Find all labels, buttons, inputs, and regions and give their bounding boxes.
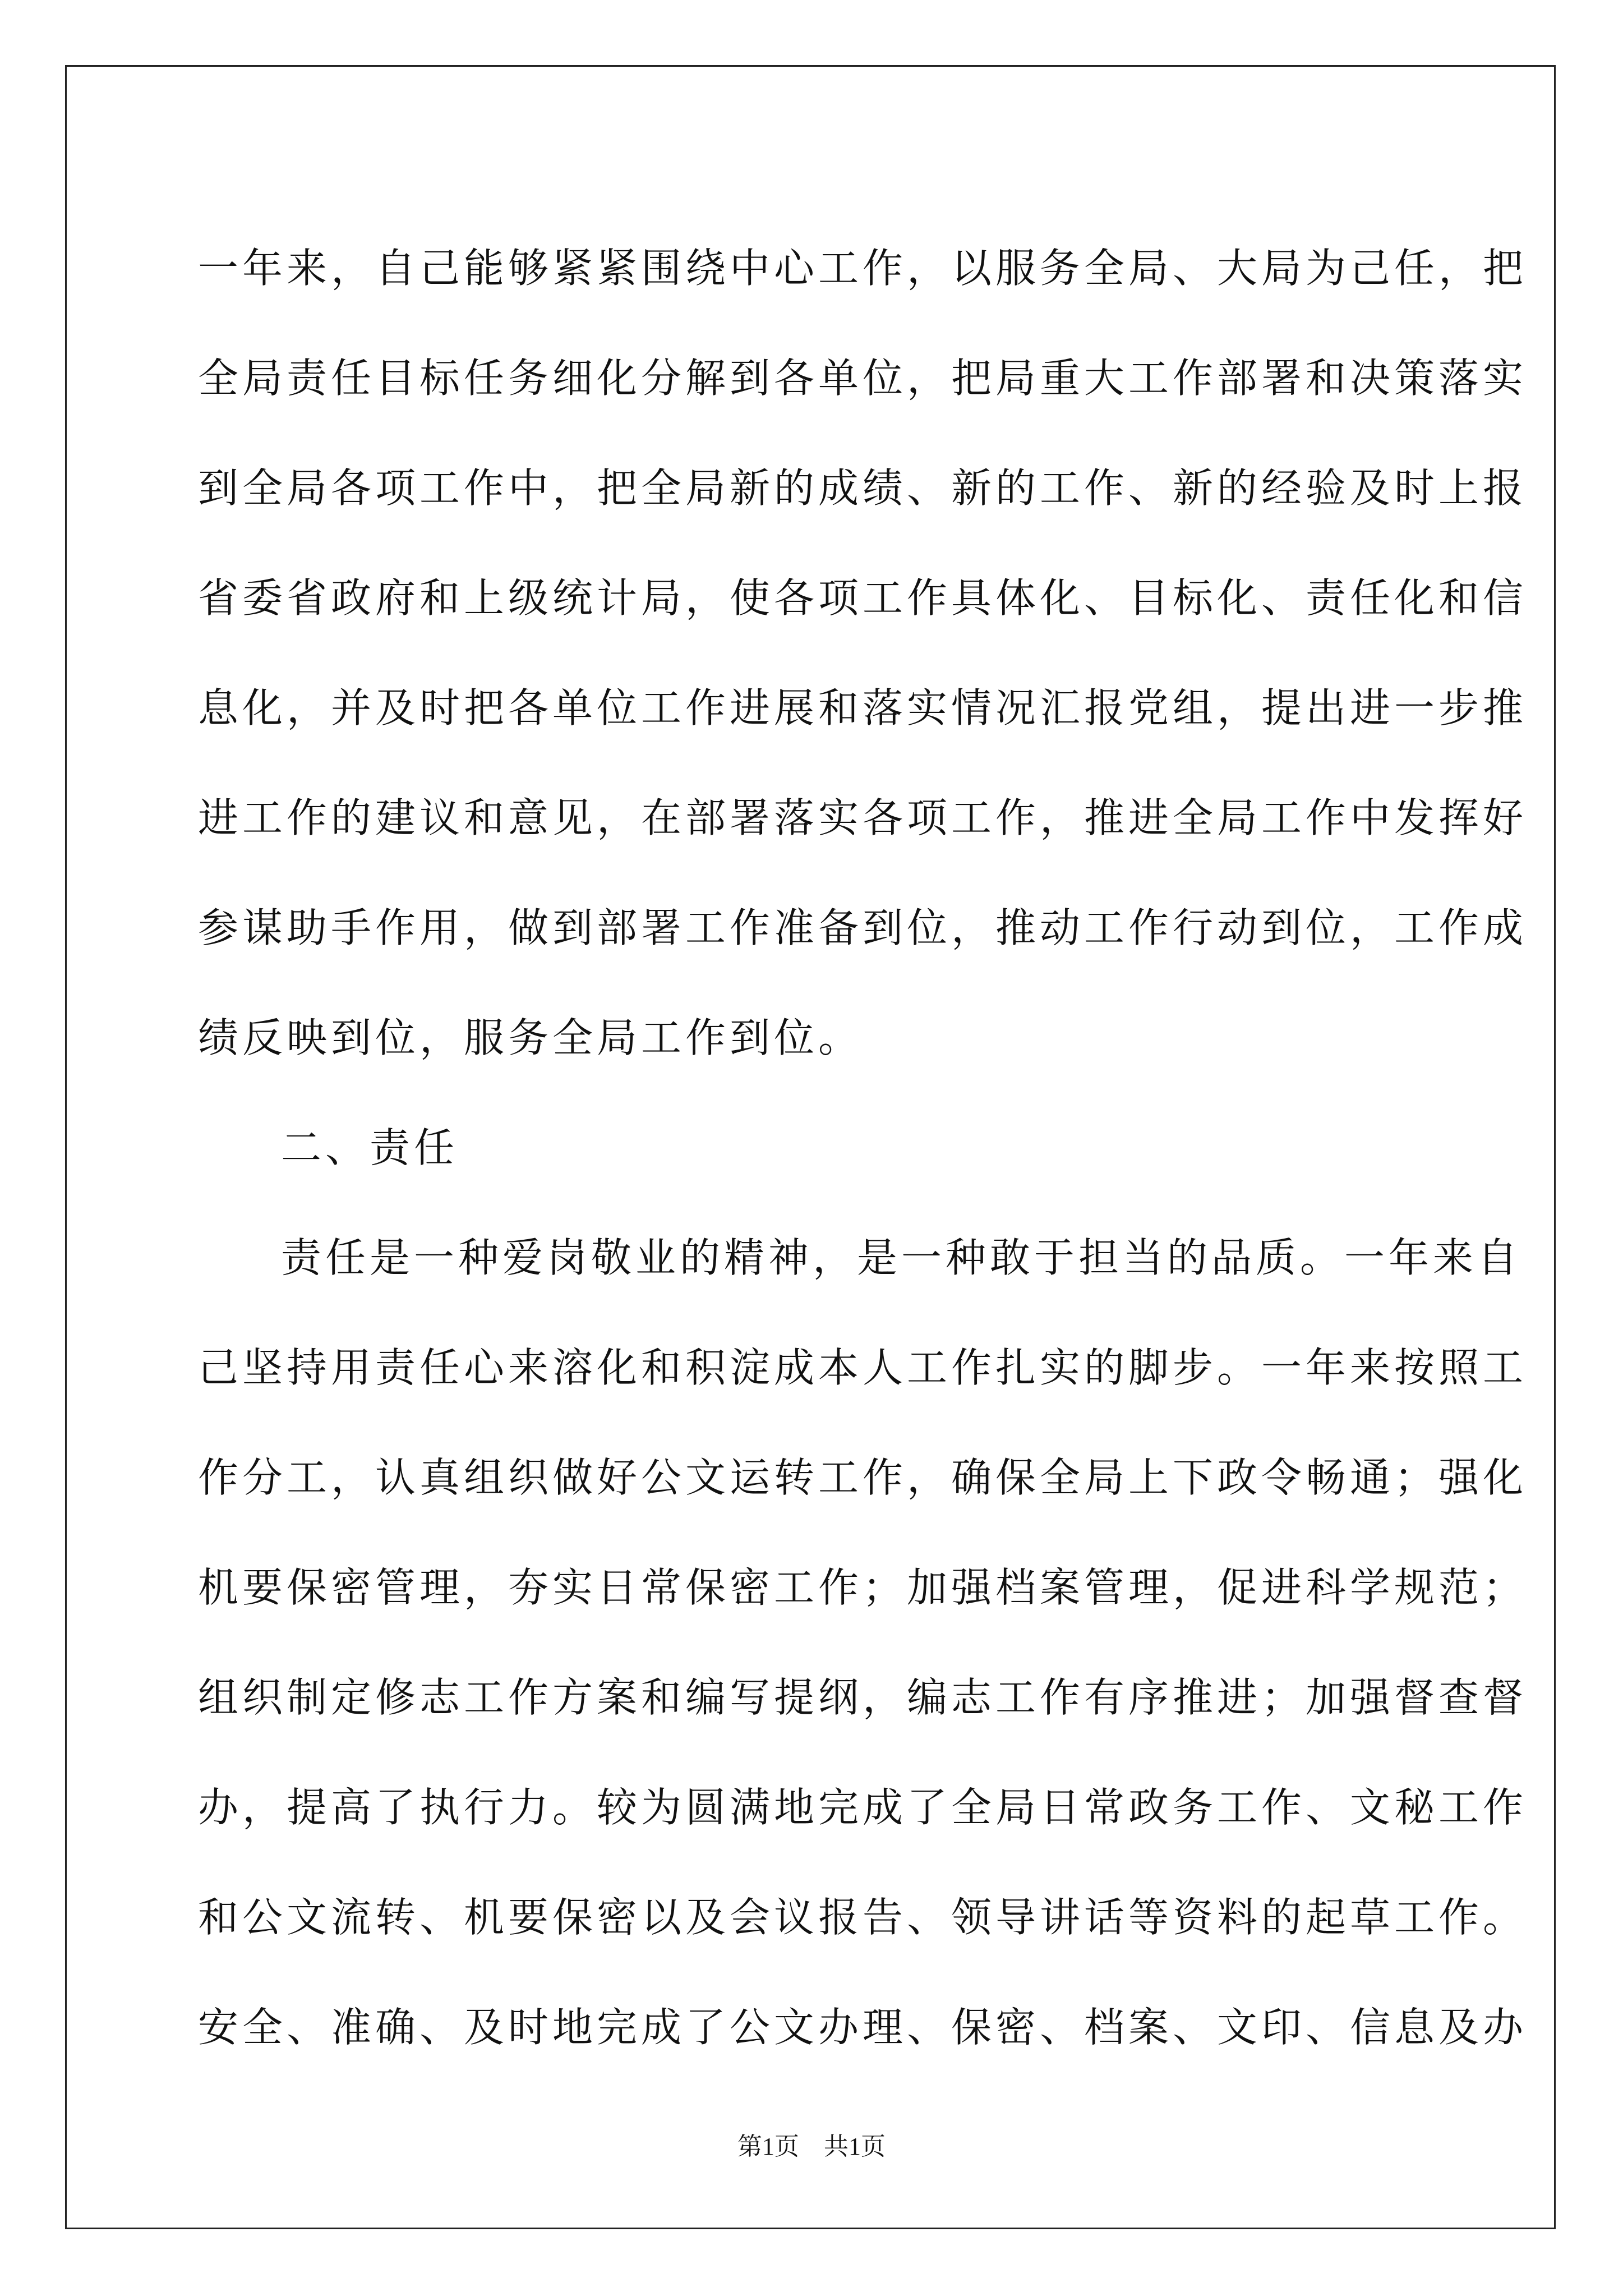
- text-line: 办，提高了执行力。较为圆满地完成了全局日常政务工作、文秘工作: [198, 1784, 1528, 1831]
- text-line: 安全、准确、及时地完成了公文办理、保密、档案、文印、信息及办: [198, 2004, 1528, 2051]
- document-body: [198, 213, 1528, 2082]
- text-line: 全局责任目标任务细化分解到各单位，把局重大工作部署和决策落实: [198, 355, 1528, 402]
- text-line: 省委省政府和上级统计局，使各项工作具体化、目标化、责任化和信: [198, 574, 1528, 622]
- text-line: 和公文流转、机要保密以及会议报告、领导讲话等资料的起草工作。: [198, 1894, 1528, 1941]
- section-heading: 二、责任: [281, 1124, 459, 1171]
- text-line: 己坚持用责任心来溶化和积淀成本人工作扎实的脚步。一年来按照工: [198, 1344, 1528, 1391]
- text-line: 作分工，认真组织做好公文运转工作，确保全局上下政令畅通；强化: [198, 1454, 1528, 1501]
- text-line: 息化，并及时把各单位工作进展和落实情况汇报党组，提出进一步推: [198, 684, 1528, 731]
- text-line: 进工作的建议和意见，在部署落实各项工作，推进全局工作中发挥好: [198, 794, 1528, 841]
- text-line: 机要保密管理，夯实日常保密工作；加强档案管理，促进科学规范；: [198, 1564, 1528, 1611]
- text-line: 绩反映到位，服务全局工作到位。: [198, 1014, 863, 1061]
- text-line: 参谋助手作用，做到部署工作准备到位，推动工作行动到位，工作成: [198, 904, 1528, 951]
- text-line: 一年来，自己能够紧紧围绕中心工作，以服务全局、大局为己任，把: [198, 245, 1528, 292]
- text-line: 到全局各项工作中，把全局新的成绩、新的工作、新的经验及时上报: [198, 464, 1528, 512]
- text-line: 责任是一种爱岗敬业的精神，是一种敢于担当的品质。一年来自: [281, 1234, 1522, 1281]
- text-line: 组织制定修志工作方案和编写提纲，编志工作有序推进；加强督查督: [198, 1674, 1528, 1721]
- page-number: 第1页 共1页: [737, 2133, 886, 2160]
